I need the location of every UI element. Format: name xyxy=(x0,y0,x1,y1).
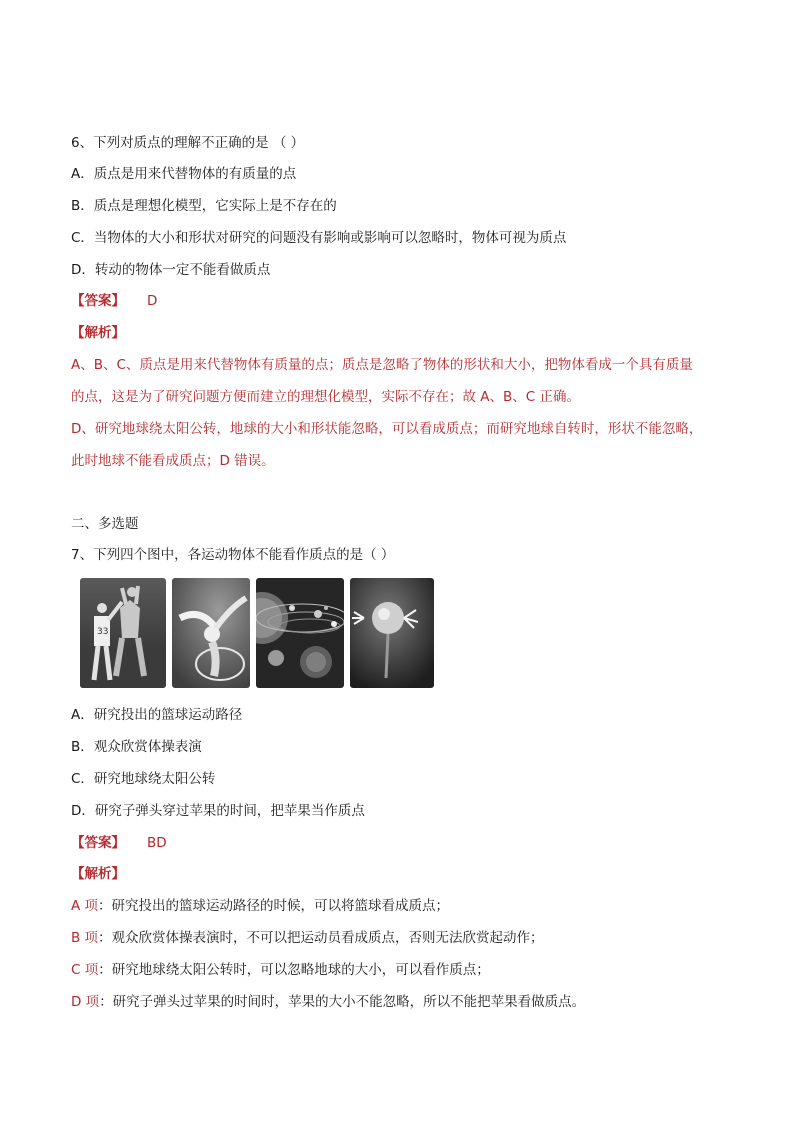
q6-option-c: C．当物体的大小和形状对研究的问题没有影响或影响可以忽略时，物体可视为质点 xyxy=(71,230,567,246)
bullet-apple-photo xyxy=(350,578,434,688)
basketball-photo xyxy=(80,578,166,688)
q6-analysis-line: D、研究地球绕太阳公转，地球的大小和形状能忽略，可以看成质点；而研究地球自转时，形状不能忽略， xyxy=(71,421,703,437)
analysis-item-text: ：观众欣赏体操表演时，不可以把运动员看成质点，否则无法欣赏起动作； xyxy=(98,930,544,946)
q7-analysis-line xyxy=(71,929,544,947)
q7-analysis-line xyxy=(71,961,490,979)
analysis-item-text: ：研究地球绕太阳公转时，可以忽略地球的大小，可以看作质点； xyxy=(98,962,490,978)
q7-analysis-label: 【解析】 xyxy=(71,866,125,882)
q7-answer-row xyxy=(71,834,167,852)
q7-answer-label: 【答案】 xyxy=(71,835,125,851)
q6-answer-label: 【答案】 xyxy=(71,293,125,309)
q7-option-d: D．研究子弹头穿过苹果的时间，把苹果当作质点 xyxy=(71,803,365,819)
q6-option-a: A．质点是用来代替物体的有质量的点 xyxy=(71,166,297,182)
q6-analysis-line: 此时地球不能看成质点；D 错误。 xyxy=(71,453,275,469)
q6-analysis-line: 的点，这是为了研究问题方便而建立的理想化模型，实际不存在；故 A、B、C 正确。 xyxy=(71,389,581,405)
q7-answer-value: BD xyxy=(147,835,167,851)
svg-text:33: 33 xyxy=(97,627,109,637)
analysis-item-prefix: D 项 xyxy=(71,994,100,1010)
q6-answer-row xyxy=(71,292,157,310)
q6-option-d: D．转动的物体一定不能看做质点 xyxy=(71,262,271,278)
q6-answer-value: D xyxy=(147,293,158,309)
gymnastics-photo xyxy=(172,578,250,688)
q7-analysis-line xyxy=(71,993,585,1011)
q6-stem: 6、下列对质点的理解不正确的是 （ ） xyxy=(71,135,305,151)
analysis-item-text: ：研究投出的篮球运动路径的时候，可以将篮球看成质点； xyxy=(98,898,450,914)
section-title: 二、多选题 xyxy=(71,516,139,532)
q6-option-b: B．质点是理想化模型，它实际上是不存在的 xyxy=(71,198,337,214)
q7-stem: 7、下列四个图中，各运动物体不能看作质点的是（ ） xyxy=(71,547,395,563)
analysis-item-prefix: A 项 xyxy=(71,898,99,914)
q7-option-a: A．研究投出的篮球运动路径 xyxy=(71,707,243,723)
analysis-item-text: ：研究子弹头过苹果的时间时，苹果的大小不能忽略，所以不能把苹果看做质点。 xyxy=(99,994,586,1010)
q7-option-b: B．观众欣赏体操表演 xyxy=(71,739,202,755)
analysis-item-prefix: B 项 xyxy=(71,930,99,946)
q7-option-c: C．研究地球绕太阳公转 xyxy=(71,771,216,787)
analysis-item-prefix: C 项 xyxy=(71,962,99,978)
q7-analysis-line xyxy=(71,897,449,915)
q6-analysis-line: A、B、C、质点是用来代替物体有质量的点；质点是忽略了物体的形状和大小，把物体看成一个具有质量 xyxy=(71,357,693,373)
solar-system-photo xyxy=(256,578,344,688)
q6-analysis-label: 【解析】 xyxy=(71,325,125,341)
